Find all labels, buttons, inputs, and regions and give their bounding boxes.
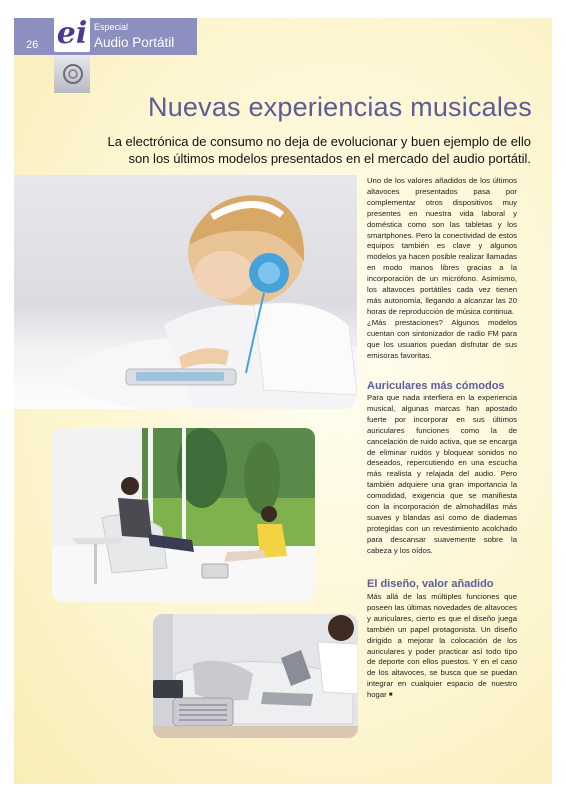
- ring-icon: [63, 64, 83, 84]
- subhead-headphones: Auriculares más cómodos: [367, 380, 505, 392]
- magazine-logo: ei: [54, 16, 90, 52]
- section-name: Audio Portátil: [94, 35, 175, 50]
- headphones-paragraph: Para que nada interfiera en la experiencia musical, algunas marcas han apostado fuerte por incorporar en sus últimos auriculares funciones como la de cancelación de ruido activa, que se encarga de eliminar ruidos y bloquear sonidos no deseados, repercutiendo en una escucha más realista y relajada del audio. Pero también adquiere una gran importancia la comodidad, exigencia que se manifiesta con la incorporación de almohadillas más suaves y blandas así como de diademas protegidas con un revestimiento acolchado para descansar suavemente sobre la cabeza y los oídos.: [367, 393, 518, 555]
- intro-text-block: [367, 176, 517, 361]
- sofa-speaker-photo: [153, 614, 358, 738]
- living-room-photo: [52, 428, 315, 602]
- sofa-speaker-illustration: [153, 614, 358, 738]
- section-kicker: Especial: [94, 22, 129, 32]
- page-number: 26: [26, 39, 39, 51]
- logo-tile: [54, 55, 90, 93]
- end-mark: ■: [388, 692, 393, 699]
- design-paragraph: Más allá de las múltiples funciones que poseen las últimas novedades de altavoces y auriculares, cierto es que el diseño juega también un papel protagonista. Un diseño dirigido a mejorar la colocación de los auriculares y poder practicar así todo tipo de deporte con ellos puestos. Y en el caso de los altavoces, se busca que se puedan integrar en cualquier espacio de nuestro hogar: [367, 592, 517, 700]
- subhead-design: El diseño, valor añadido: [367, 578, 494, 590]
- design-text-block: [367, 592, 517, 701]
- intro-paragraph: Uno de los valores añadidos de los últimos altavoces presentados pasa por complementar otros dispositivos muy presentes en nuestra vida laboral y doméstica como son las tabletas y los smartphones. Pero la conectividad de estos equipos también es clave y algunos modelos ya hacen posible realizar llamadas en modo manos libres gracias a la incorporación de un micrófono. Asimismo, los altavoces portátiles cada vez tienen más autonomía, llegando a alcanzar las 20 horas de reproducción de música continua.: [367, 176, 517, 316]
- article-title: Nuevas experiencias musicales: [148, 92, 532, 122]
- article-lede: La electrónica de consumo no deja de evolucionar y buen ejemplo de ello son los últimos modelos presentados en el mercado del audio portátil.: [107, 134, 531, 166]
- child-headphones-photo: [14, 175, 357, 409]
- child-headphones-illustration: [14, 175, 357, 409]
- living-room-illustration: [52, 428, 315, 602]
- intro-paragraph: ¿Más prestaciones? Algunos modelos cuentan con sintonizador de radio FM para que los usuarios puedan disfrutar de sus emisoras favoritas.: [367, 317, 517, 360]
